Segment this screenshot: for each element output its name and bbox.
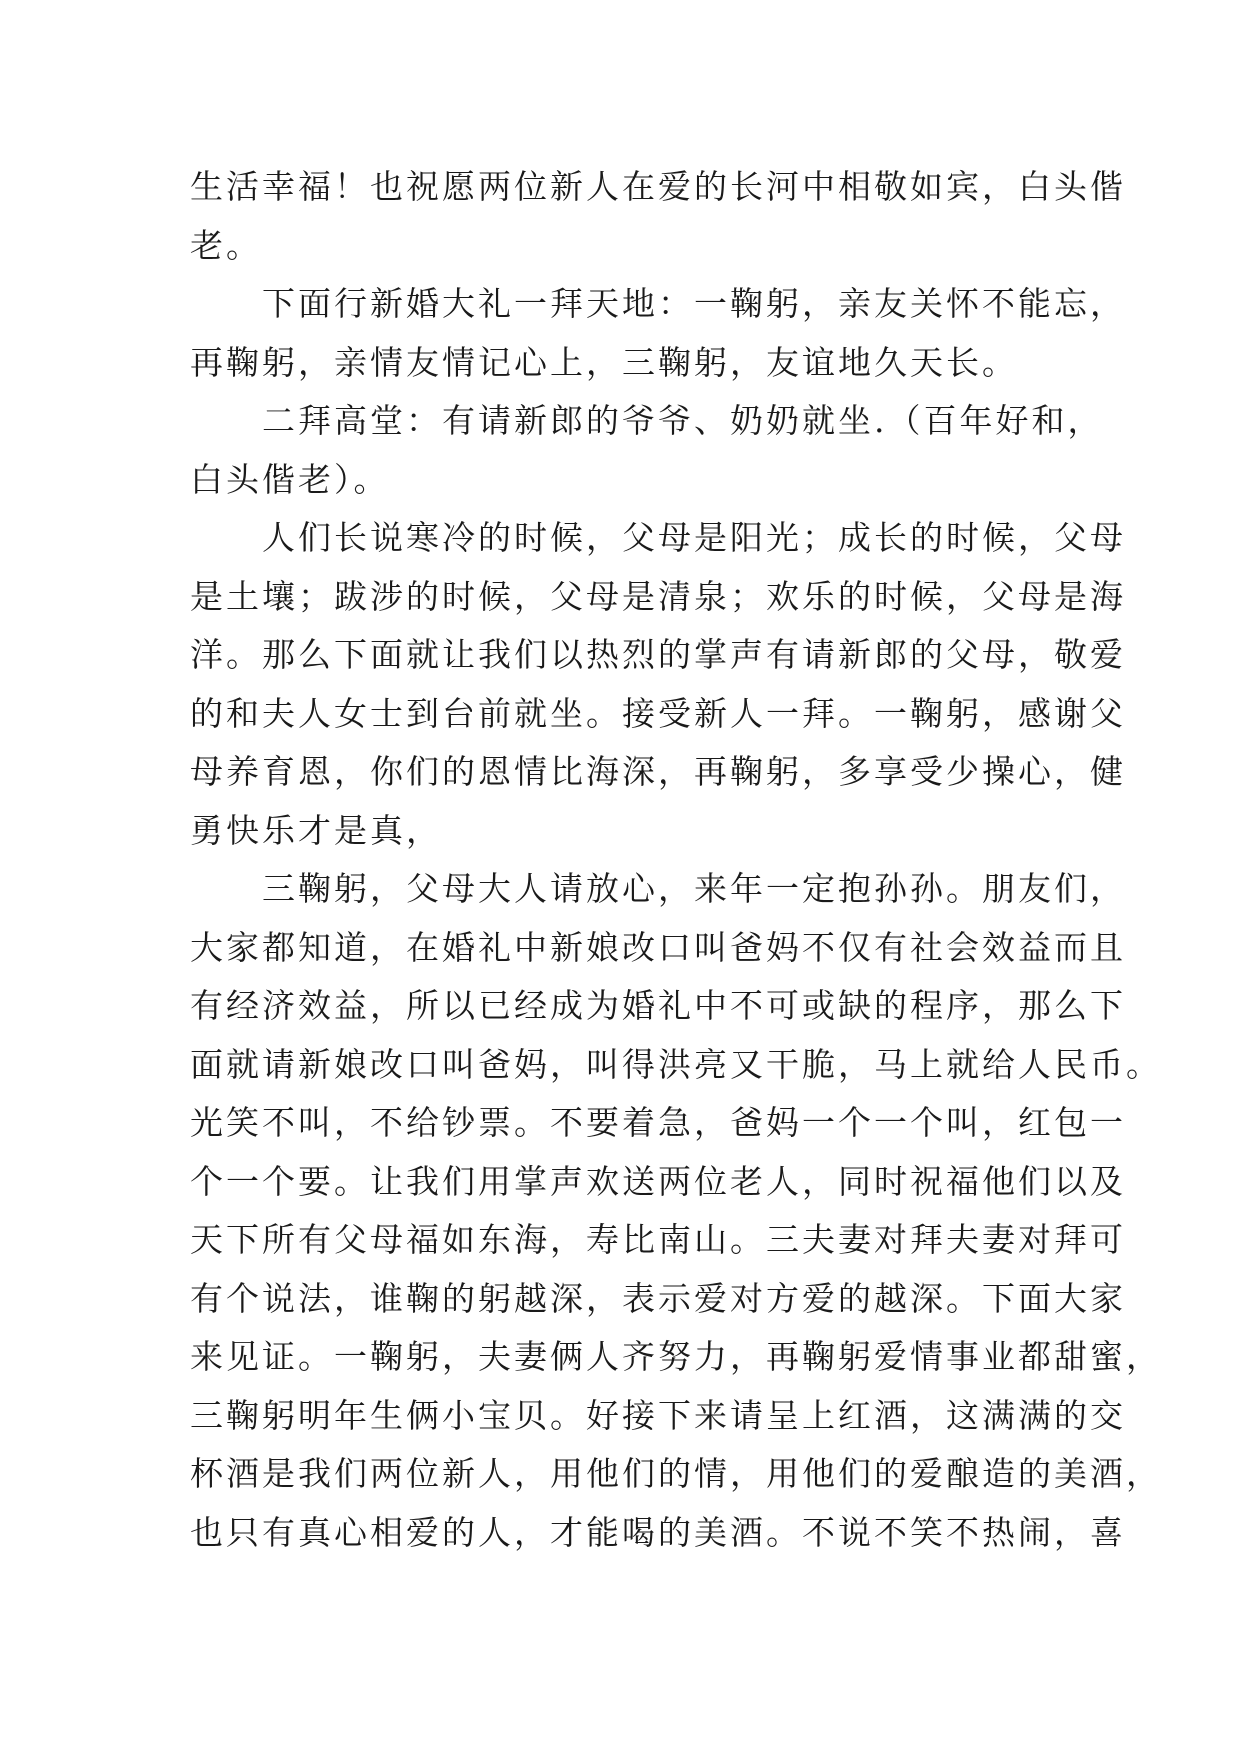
text-line: 光笑不叫，不给钞票。不要着急，爸妈一个一个叫，红包一 xyxy=(190,1103,1126,1142)
document-body xyxy=(190,158,1162,1562)
text-line: 洋。那么下面就让我们以热烈的掌声有请新郎的父母，敬爱 xyxy=(190,635,1126,674)
text-line: 也只有真心相爱的人，才能喝的美酒。不说不笑不热闹，喜 xyxy=(190,1512,1126,1552)
text-line: 是土壤；跋涉的时候，父母是清泉；欢乐的时候，父母是海 xyxy=(190,576,1126,616)
text-line: 来见证。一鞠躬，夫妻俩人齐努力，再鞠躬爱情事业都甜蜜， xyxy=(190,1337,1162,1376)
text-line: 个一个要。让我们用掌声欢送两位老人，同时祝福他们以及 xyxy=(190,1161,1126,1201)
text-line: 大家都知道，在婚礼中新娘改口叫爸妈不仅有社会效益而且 xyxy=(190,927,1126,967)
text-line: 三鞠躬明年生俩小宝贝。好接下来请呈上红酒，这满满的交 xyxy=(190,1395,1126,1435)
text-line: 白头偕老）。 xyxy=(190,459,390,499)
paragraph-start-line: 二拜高堂：有请新郎的爷爷、奶奶就坐.（百年好和， xyxy=(262,401,1104,440)
text-line: 天下所有父母福如东海，寿比南山。三夫妻对拜夫妻对拜可 xyxy=(190,1220,1126,1259)
text-line: 再鞠躬，亲情友情记心上，三鞠躬，友谊地久天长。 xyxy=(190,342,1018,382)
paragraph-start-line: 人们长说寒冷的时候，父母是阳光；成长的时候，父母 xyxy=(262,518,1126,557)
text-line: 生活幸福！也祝愿两位新人在爱的长河中相敬如宾，白头偕 xyxy=(190,167,1126,206)
text-line: 勇快乐才是真， xyxy=(190,810,442,850)
paragraph-start-line: 三鞠躬，父母大人请放心，来年一定抱孙孙。朋友们， xyxy=(262,869,1126,908)
paragraph-start-line: 下面行新婚大礼一拜天地：一鞠躬，亲友关怀不能忘， xyxy=(262,284,1126,323)
text-line: 有经济效益，所以已经成为婚礼中不可或缺的程序，那么下 xyxy=(190,986,1126,1025)
text-line: 杯酒是我们两位新人，用他们的情，用他们的爱酿造的美酒， xyxy=(190,1454,1162,1493)
text-line: 面就请新娘改口叫爸妈，叫得洪亮又干脆，马上就给人民币。 xyxy=(190,1044,1162,1084)
text-line: 的和夫人女士到台前就坐。接受新人一拜。一鞠躬，感谢父 xyxy=(190,693,1126,733)
text-line: 母养育恩，你们的恩情比海深，再鞠躬，多享受少操心，健 xyxy=(190,752,1126,791)
text-line: 老。 xyxy=(190,225,262,265)
text-line: 有个说法，谁鞠的躬越深，表示爱对方爱的越深。下面大家 xyxy=(190,1278,1126,1318)
